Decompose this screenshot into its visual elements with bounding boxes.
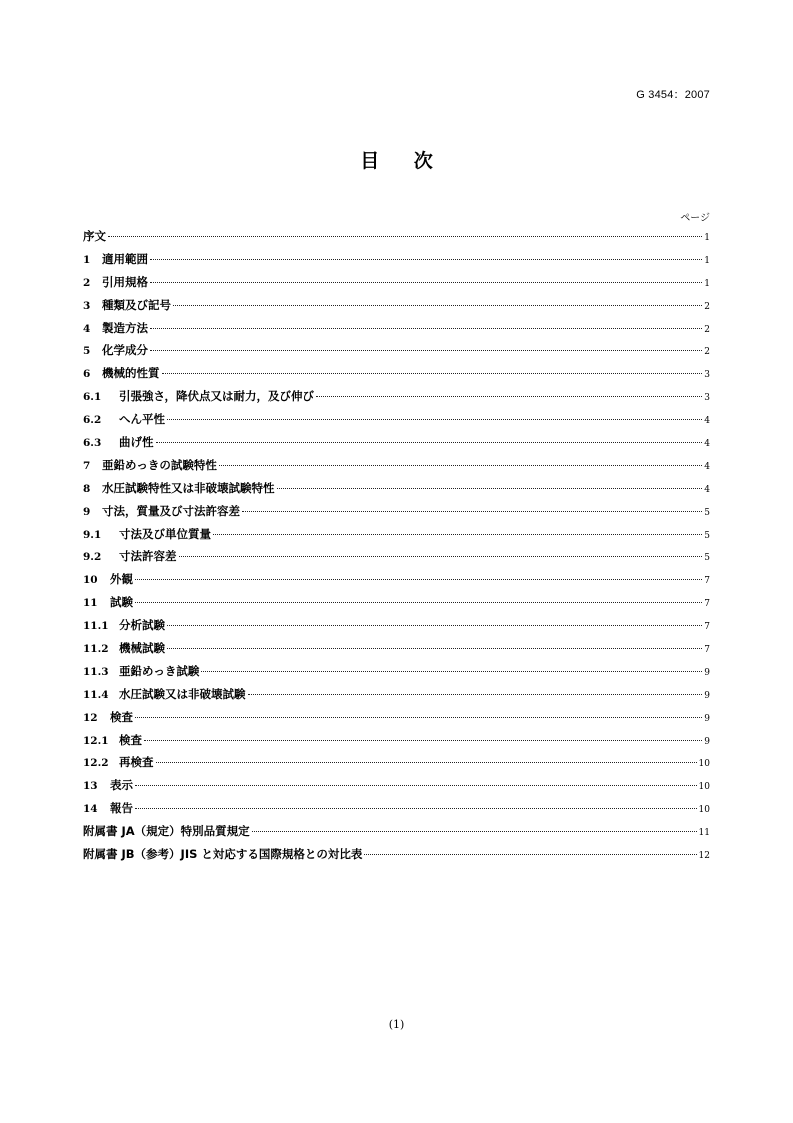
toc-dot-leader bbox=[277, 488, 703, 489]
toc-entry-label: 亜鉛めっきの試験特性 bbox=[102, 457, 217, 472]
toc-dot-leader bbox=[213, 534, 702, 535]
toc-entry-number: 11.3 bbox=[83, 665, 109, 678]
toc-entry-label: 曲げ性 bbox=[119, 435, 154, 450]
toc-entry-label: 引用規格 bbox=[102, 274, 148, 289]
toc-entry-label: 再検査 bbox=[119, 755, 154, 770]
toc-entry-number: 11.4 bbox=[83, 688, 109, 701]
toc-entry[interactable] bbox=[83, 777, 710, 800]
toc-entry-label: 寸法及び単位質量 bbox=[119, 526, 211, 541]
toc-dot-leader bbox=[156, 442, 703, 443]
toc-entry-label: 化学成分 bbox=[102, 343, 148, 358]
toc-entry-page: 4 bbox=[704, 484, 710, 495]
toc-entry-page: 12 bbox=[698, 851, 710, 862]
toc-entry-page: 3 bbox=[704, 370, 710, 381]
toc-entry-page: 1 bbox=[704, 233, 710, 243]
toc-entry-page: 10 bbox=[698, 759, 710, 770]
table-of-contents bbox=[83, 228, 710, 869]
toc-dot-leader bbox=[135, 717, 702, 718]
toc-entry[interactable] bbox=[83, 663, 710, 686]
toc-entry-page: 7 bbox=[704, 645, 710, 656]
toc-entry-label: 引張強さ，降伏点又は耐力，及び伸び bbox=[119, 389, 315, 404]
toc-dot-leader bbox=[173, 305, 702, 306]
toc-entry-label: 機械試験 bbox=[119, 641, 165, 656]
toc-entry-number: 5 bbox=[83, 345, 91, 358]
toc-entry-number: 10 bbox=[83, 574, 98, 587]
toc-entry-page: 2 bbox=[704, 301, 710, 312]
toc-dot-leader bbox=[150, 328, 702, 329]
toc-entry[interactable] bbox=[83, 709, 710, 732]
toc-entry[interactable] bbox=[83, 503, 710, 526]
toc-entry-page: 1 bbox=[704, 255, 710, 266]
toc-entry-label: へん平性 bbox=[119, 412, 165, 427]
toc-entry[interactable] bbox=[83, 526, 710, 549]
toc-entry-label: 検査 bbox=[110, 709, 133, 724]
toc-entry[interactable] bbox=[83, 411, 710, 434]
toc-entry-label: 水圧試験特性又は非破壊試験特性 bbox=[102, 480, 275, 495]
toc-entry-page: 5 bbox=[704, 507, 710, 518]
toc-entry-page: 5 bbox=[704, 530, 710, 541]
toc-dot-leader bbox=[135, 602, 702, 603]
toc-entry[interactable] bbox=[83, 823, 710, 846]
toc-entry-number: 14 bbox=[83, 803, 98, 816]
toc-entry-label: 試験 bbox=[110, 595, 133, 610]
toc-entry-number: 3 bbox=[83, 299, 91, 312]
toc-dot-leader bbox=[167, 625, 702, 626]
toc-entry-page: 10 bbox=[698, 805, 710, 816]
toc-entry[interactable] bbox=[83, 320, 710, 343]
toc-entry-number: 1 bbox=[83, 253, 91, 266]
toc-dot-leader bbox=[135, 785, 697, 786]
toc-entry[interactable] bbox=[83, 228, 710, 251]
toc-entry-label: 機械的性質 bbox=[102, 366, 160, 381]
toc-entry-label: 適用範囲 bbox=[102, 251, 148, 266]
toc-entry[interactable] bbox=[83, 800, 710, 823]
toc-dot-leader bbox=[135, 808, 697, 809]
toc-dot-leader bbox=[144, 740, 702, 741]
toc-entry-number: 13 bbox=[83, 780, 98, 793]
toc-entry[interactable] bbox=[83, 594, 710, 617]
toc-dot-leader bbox=[108, 236, 702, 237]
toc-dot-leader bbox=[150, 282, 702, 283]
toc-entry-label: 検査 bbox=[119, 732, 142, 747]
toc-entry[interactable] bbox=[83, 548, 710, 571]
toc-entry-number: 11.1 bbox=[83, 620, 109, 633]
toc-dot-leader bbox=[179, 556, 703, 557]
toc-entry-number: 12 bbox=[83, 711, 98, 724]
toc-entry-number: 6.3 bbox=[83, 437, 102, 450]
toc-entry-number: 2 bbox=[83, 276, 91, 289]
toc-entry-page: 2 bbox=[704, 324, 710, 335]
document-code: G 3454：2007 bbox=[636, 89, 710, 101]
toc-entry[interactable] bbox=[83, 434, 710, 457]
toc-entry-label: 寸法許容差 bbox=[119, 549, 177, 564]
toc-entry-page: 4 bbox=[704, 416, 710, 427]
page-column-label: ページ bbox=[680, 213, 710, 224]
toc-dot-leader bbox=[252, 831, 697, 832]
toc-entry-number: 6.1 bbox=[83, 391, 102, 404]
toc-entry[interactable] bbox=[83, 686, 710, 709]
toc-entry[interactable] bbox=[83, 365, 710, 388]
toc-entry-label: 序文 bbox=[83, 229, 106, 243]
toc-entry-page: 2 bbox=[704, 347, 710, 358]
toc-entry-label: 報告 bbox=[110, 801, 133, 816]
toc-entry-label: 水圧試験又は非破壊試験 bbox=[119, 686, 246, 701]
toc-entry-label: 表示 bbox=[110, 778, 133, 793]
toc-entry-number: 11.2 bbox=[83, 643, 109, 656]
toc-entry-number: 7 bbox=[83, 459, 91, 472]
toc-entry-number: 11 bbox=[83, 597, 98, 610]
toc-entry[interactable] bbox=[83, 846, 710, 869]
toc-entry-page: 9 bbox=[704, 713, 710, 724]
toc-entry[interactable] bbox=[83, 617, 710, 640]
toc-dot-leader bbox=[316, 396, 702, 397]
toc-entry-label: 外観 bbox=[110, 572, 133, 587]
toc-entry-page: 7 bbox=[704, 576, 710, 587]
toc-dot-leader bbox=[150, 259, 702, 260]
toc-dot-leader bbox=[364, 854, 696, 855]
toc-entry[interactable] bbox=[83, 297, 710, 320]
toc-dot-leader bbox=[248, 694, 703, 695]
toc-entry-number: 6 bbox=[83, 368, 91, 381]
toc-dot-leader bbox=[201, 671, 702, 672]
toc-entry-page: 4 bbox=[704, 439, 710, 450]
toc-entry[interactable] bbox=[83, 251, 710, 274]
toc-entry-page: 9 bbox=[704, 667, 710, 678]
toc-dot-leader bbox=[162, 373, 703, 374]
toc-entry[interactable] bbox=[83, 274, 710, 297]
toc-entry-label: 種類及び記号 bbox=[102, 297, 171, 312]
toc-entry[interactable] bbox=[83, 388, 710, 411]
toc-dot-leader bbox=[219, 465, 702, 466]
toc-entry-page: 9 bbox=[704, 736, 710, 747]
toc-entry[interactable] bbox=[83, 571, 710, 594]
toc-entry-label: 附属書 JA（規定）特別品質規定 bbox=[83, 824, 250, 839]
toc-entry-page: 7 bbox=[704, 599, 710, 610]
toc-entry-page: 9 bbox=[704, 690, 710, 701]
footer-page-number: (1) bbox=[388, 1018, 405, 1031]
toc-entry-label: 寸法，質量及び寸法許容差 bbox=[102, 503, 240, 518]
toc-entry-number: 9 bbox=[83, 505, 91, 518]
toc-entry-label: 亜鉛めっき試験 bbox=[119, 663, 200, 678]
toc-dot-leader bbox=[167, 648, 702, 649]
toc-dot-leader bbox=[242, 511, 702, 512]
toc-entry-number: 12.1 bbox=[83, 734, 109, 747]
toc-entry-page: 10 bbox=[698, 782, 710, 793]
toc-entry-number: 9.2 bbox=[83, 551, 102, 564]
toc-dot-leader bbox=[135, 579, 702, 580]
toc-entry-label: 製造方法 bbox=[102, 320, 148, 335]
toc-entry-number: 12.2 bbox=[83, 757, 109, 770]
toc-entry[interactable] bbox=[83, 640, 710, 663]
toc-entry-number: 6.2 bbox=[83, 414, 102, 427]
toc-entry-number: 4 bbox=[83, 322, 91, 335]
toc-entry[interactable] bbox=[83, 754, 710, 777]
toc-dot-leader bbox=[150, 350, 702, 351]
toc-entry-page: 3 bbox=[704, 393, 710, 404]
toc-entry[interactable] bbox=[83, 457, 710, 480]
toc-entry-page: 4 bbox=[704, 461, 710, 472]
page-title: 目 次 bbox=[360, 150, 447, 172]
toc-entry[interactable] bbox=[83, 342, 710, 365]
toc-entry-number: 8 bbox=[83, 482, 91, 495]
toc-dot-leader bbox=[156, 762, 697, 763]
toc-entry-label: 附属書 JB（参考）JIS と対応する国際規格との対比表 bbox=[83, 847, 363, 862]
toc-entry-label: 分析試験 bbox=[119, 618, 165, 633]
toc-dot-leader bbox=[167, 419, 702, 420]
toc-entry[interactable] bbox=[83, 480, 710, 503]
toc-entry[interactable] bbox=[83, 732, 710, 755]
toc-entry-page: 7 bbox=[704, 622, 710, 633]
toc-entry-page: 5 bbox=[704, 553, 710, 564]
toc-entry-number: 9.1 bbox=[83, 528, 102, 541]
toc-entry-page: 11 bbox=[698, 828, 710, 839]
toc-entry-page: 1 bbox=[704, 278, 710, 289]
